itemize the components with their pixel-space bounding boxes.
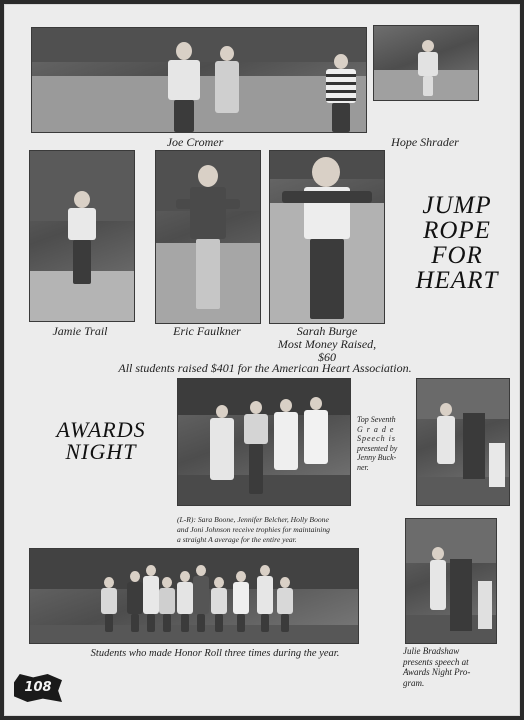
- student-figure: [276, 577, 294, 633]
- photo-julie-bradshaw: [405, 518, 497, 644]
- caption-julie-bradshaw: [403, 646, 499, 688]
- caption-line: presented by: [357, 443, 398, 453]
- headline-word: AWARDS: [56, 417, 146, 442]
- caption-line: ner.: [357, 462, 369, 472]
- photo-sarah-burge: [269, 150, 385, 324]
- photo-honor-roll: [29, 548, 359, 644]
- page-number-badge: [10, 670, 66, 706]
- headline-word: ROPE: [423, 217, 491, 244]
- headline-word: NIGHT: [65, 439, 137, 464]
- photo-hope-shrader: [373, 25, 479, 101]
- caption-joe-cromer: Joe Cromer: [166, 135, 224, 149]
- caption-honor-roll: Students who made Honor Roll three times during the year.: [90, 648, 340, 659]
- caption-trophies: [177, 515, 357, 545]
- photo-jamie-trail: [29, 150, 135, 322]
- caption-sarah-burge: [261, 325, 393, 364]
- caption-line: presents speech at: [403, 656, 469, 667]
- caption-money-raised: All students raised $401 for the American Heart Association.: [118, 361, 412, 375]
- caption-line: Top Seventh: [357, 415, 396, 424]
- trophy-table: [489, 443, 505, 487]
- caption-sarah-amount: $60: [318, 350, 336, 364]
- photo-trophies-group: [177, 378, 351, 506]
- student-figure: [232, 571, 250, 633]
- caption-line: (L-R): Sara Boone, Jennifer Belcher, Holly Boone: [177, 515, 329, 524]
- photo-jenny-speech: [416, 378, 510, 506]
- caption-top-seventh-speech: [357, 415, 411, 472]
- caption-line: Grade: [357, 424, 398, 434]
- caption-line: Awards Night Pro-: [403, 667, 471, 677]
- headline-awards-night: [37, 419, 165, 463]
- caption-hope-shrader: Hope Shrader: [391, 135, 459, 149]
- student-figure: [256, 565, 274, 633]
- caption-sarah-name: Sarah Burge: [296, 324, 358, 338]
- yearbook-page: [4, 4, 520, 716]
- caption-eric-faulkner: Eric Faulkner: [173, 324, 241, 338]
- photo-joe-cromer: [31, 27, 367, 133]
- headline-word: JUMP: [422, 192, 492, 219]
- photo-eric-faulkner: [155, 150, 261, 324]
- caption-line: Speech is: [357, 434, 396, 443]
- student-figure: [192, 565, 210, 633]
- page-number: 108: [24, 680, 52, 695]
- headline-word: HEART: [415, 267, 499, 294]
- trophy-table: [478, 581, 492, 629]
- caption-line: gram.: [403, 677, 425, 688]
- student-figure: [158, 577, 176, 633]
- podium: [450, 559, 472, 631]
- caption-line: Jenny Buck-: [357, 453, 397, 462]
- student-figure: [210, 577, 228, 633]
- caption-jamie-trail: Jamie Trail: [52, 324, 108, 338]
- student-figure: [100, 577, 118, 633]
- headline-word: FOR: [431, 242, 483, 269]
- headline-jump-rope-for-heart: [409, 193, 505, 293]
- caption-line: a straight A average for the entire year.: [177, 535, 297, 544]
- caption-sarah-award: Most Money Raised,: [277, 337, 377, 351]
- podium: [463, 413, 485, 479]
- caption-line: and Joni Johnson receive trophies for maintaining: [177, 525, 330, 534]
- caption-line: Julie Bradshaw: [403, 646, 460, 656]
